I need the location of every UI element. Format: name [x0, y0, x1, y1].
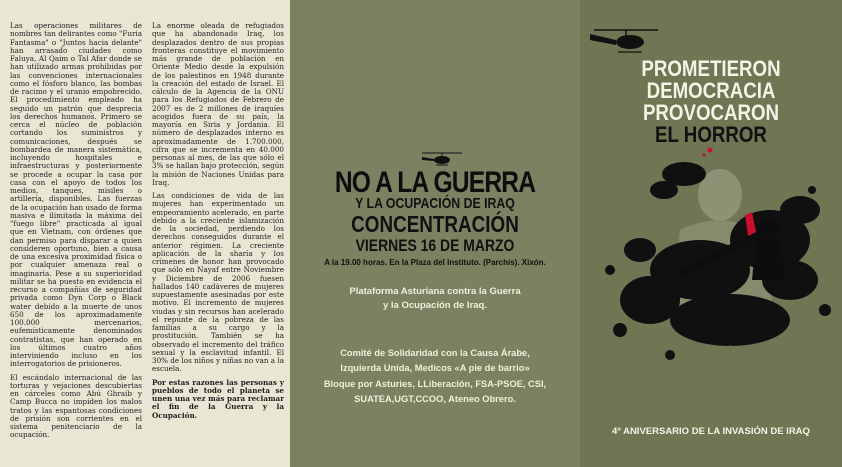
anniversary-caption: 4º ANIVERSARIO DE LA INVASIÓN DE IRAQ: [612, 426, 810, 437]
paragraph: La enorme oleada de refugiados que ha abandonado Iraq, los desplazados dentro de sus propias fronteras constituye el movimiento más grande de población en Oriente Medio desde la expulsión de los palestinos en 1948 durante la creación del estado de Israel. El cálculo de la Agencia de la ONU para los Refugiados de Febrero de 2007 es de 2 millones de iraquíes acogidos fuera de su país, la mayoría en Siria y Jordania. El número de desplazados interno es aproximadamente de 1.700.000, cifra que se incrementa en 40.000 personas al mes, de las que sólo el 3% se hallan bajo protección, según la misión de Naciones Unidas para Iraq.: [152, 21, 284, 187]
poster-title-line: EL HORROR: [655, 122, 767, 147]
event-type: CONCENTRACIÓN: [351, 211, 519, 237]
text-panel: [0, 0, 290, 467]
poster-title-line: PROVOCARON: [642, 100, 780, 125]
event-venue: A la 19.00 horas. En la Plaza del Instituto. (Parchís). Xixón.: [324, 258, 546, 267]
subheadline: Y LA OCUPACIÓN DE IRAQ: [355, 195, 515, 212]
headline: NO A LA GUERRA: [334, 166, 536, 199]
organizer-line: y la Ocupación de Iraq.: [382, 300, 487, 311]
poster-title-line: DEMOCRACIA: [646, 78, 776, 103]
paragraph: Las condiciones de vida de las mujeres han experimentado un empeoramiento acelerado, en parte debido a la creciente islamización de la sociedad, perdiendo los derechos conseguidos durante el anterior régimen. La creciente aplicación de la sharía y los crímenes de honor han provocado que sólo en Nayaf entre Noviembre y Diciembre de 2006 fuesen hallados 140 cadáveres de mujeres supuestamente asesinadas por este motivo. El incremento de mujeres viudas y sin recursos han acelerado el repunte de la pobreza de las familias a su cargo y la prostitución. También se ha observado el incremento del tráfico sexual y la esclavitud infantil. El 30% de los niños y niñas no van a la escuela.: [152, 191, 284, 374]
supporters-line: Bloque por Asturies, LLiberación, FSA-PSOE, CSI,: [323, 378, 547, 389]
supporters-line: Izquierda Unida, Medicos «A pie de barrio»: [340, 363, 530, 374]
supporters-line: SUATEA,UGT,CCOO, Ateneo Obrero.: [354, 393, 516, 404]
poster-title-line: PROMETIERON: [641, 56, 781, 81]
supporters-list: [304, 346, 566, 407]
helicopter-icon: [590, 30, 658, 52]
supporters-line: Comité de Solidaridad con la Causa Árabe,: [340, 348, 530, 358]
closing-paragraph: Por estas razones las personas y pueblos de todo el planeta se unen una vez más para reclamar el fin de la Guerra y la Ocupación.: [152, 377, 284, 420]
organizer: [310, 285, 560, 313]
announcement-panel: [290, 0, 580, 467]
organizer-line: Plataforma Asturiana contra la Guerra: [349, 286, 521, 297]
text-column-left: [10, 22, 142, 461]
text-column-right: [152, 22, 284, 461]
paragraph: Las operaciones militares de nombres tan delirantes como "Furia Fantasma" o "Juntos hacia delante" han arrasado ciudades como Faluya, Al Qaim o Tal Afar donde se han utilizado armas prohibidas por las convenciones internacionales como el fósforo blanco, las bombas de racimo y el uranio empobrecido. El procedimiento empleado ha seguido un patrón que desprecia los derechos humanos. Primero se cerca el núcleo de población cortando los suministros y comunicaciones, después se bombardea de manera sistemática, incluyendo hospitales e infraestructuras y posteriormente se procede a ocupar la casa por casa con el apoyo de todos los medios, tanques, misiles o artillería, disponibles. Las fuerzas de la ocupación han usado de forma masiva e ilimitada la máxima del "fuego libre" practicada al igual que en Vietnam, con órdenes que dan permiso para disparar a quien consideren oportuno, bien a causa de una excesiva proximidad física o por cualquier amenaza real o imaginaria. Pese a su superioridad militar se ha puesto en evidencia el recurso a compañías de seguridad privada como Dyn Corp o Black water debido a la muerte de unos 650 de los aproximadamente 100.000 mercenarios, eufemísticamente denominados contratistas, que han operado en los últimos cuatro años interviniendo incluso en los interrogatorios de prisioneros.: [10, 21, 142, 369]
event-date: VIERNES 16 DE MARZO: [355, 236, 515, 255]
paragraph: El escándalo internacional de las torturas y vejaciones descubiertas en cárceles como Abú Ghraib y Camp Bucca no impiden los malos tratos y las espantosas condiciones de prisión son corrientes en el sistema penitenciario de la ocupación.: [10, 372, 142, 440]
poster-panel: [580, 0, 842, 467]
poster-title: [600, 58, 823, 146]
